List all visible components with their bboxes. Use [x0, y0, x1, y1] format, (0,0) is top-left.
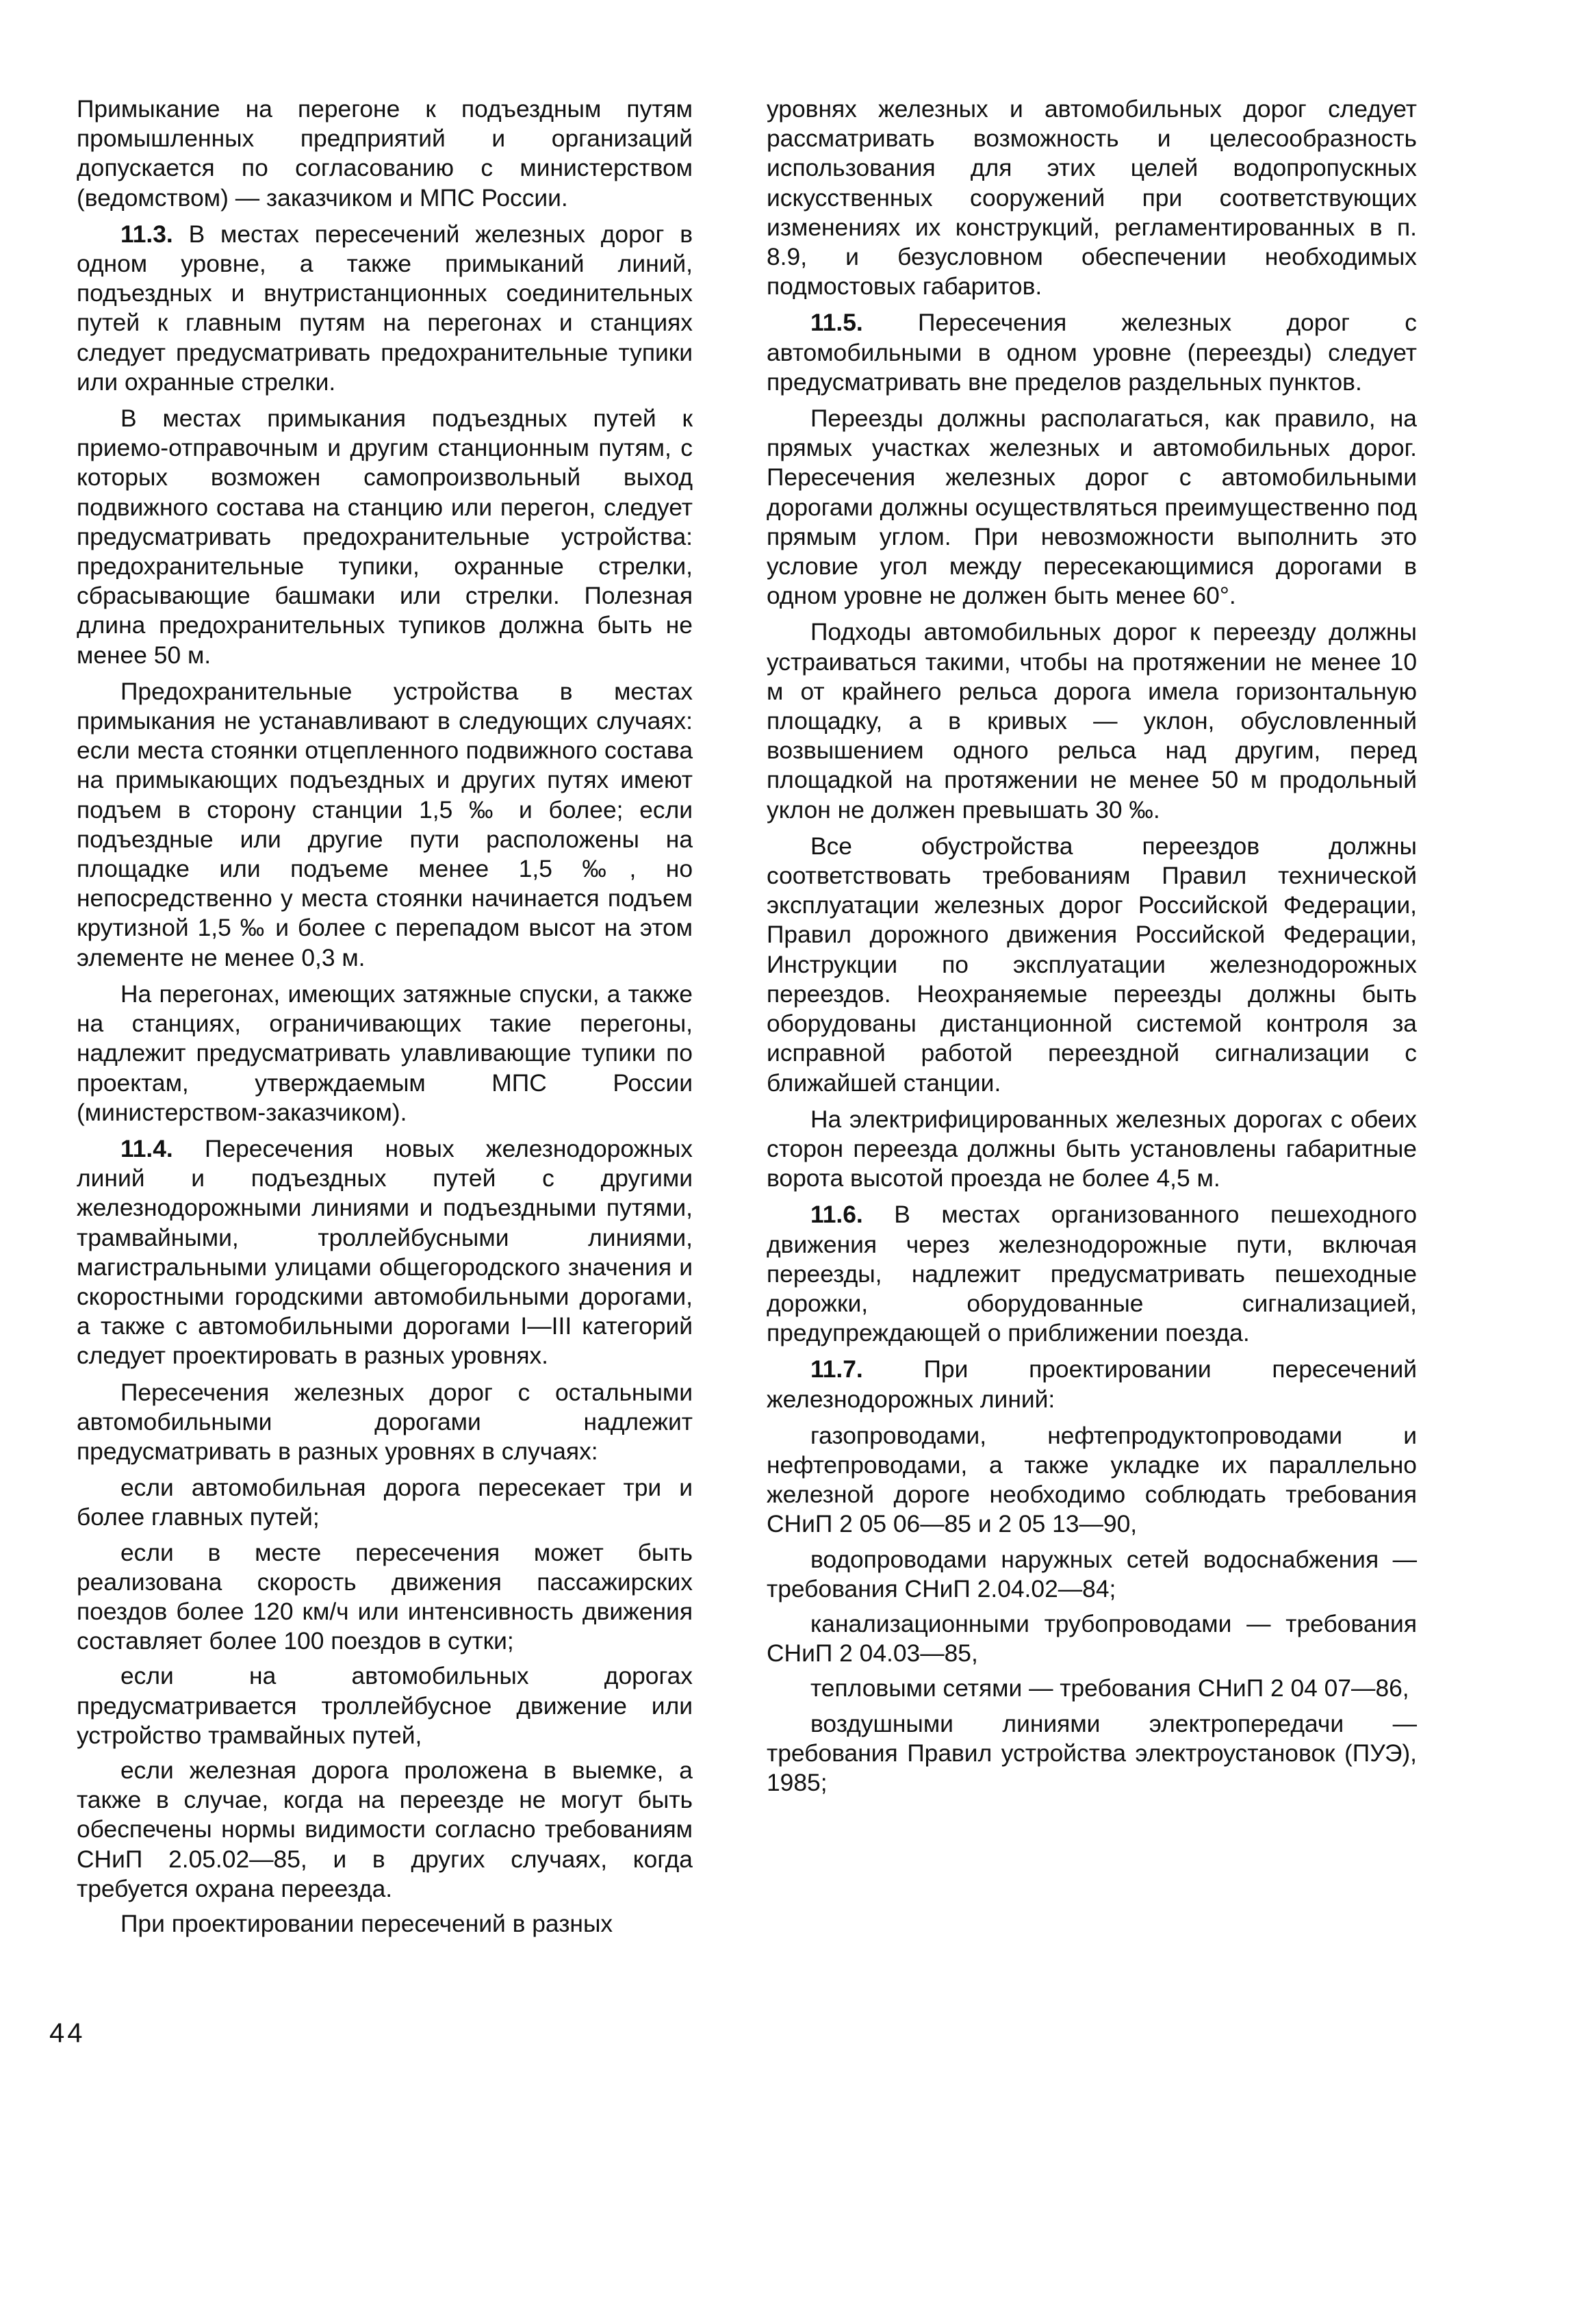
paragraph-text: В местах примыкания подъездных путей к приемо-отправочным и другим станционным путям, с которых возможен самопроизвольный выход подвижного состава на станцию или перегон, следует предусматривать предохранительные устройства: предохранительные тупики, охранные стрелки, сбрасывающие башмаки или стрелки. Полезная длина предохранительных тупиков должна быть не менее 50 м. [77, 405, 693, 669]
list-item [77, 1538, 693, 1657]
paragraph-text: Пересечения железных дорог с остальными автомобильными дорогами надлежит предусматривать в разных уровнях в случаях: [77, 1378, 693, 1465]
paragraph-text: В местах организованного пешеходного движения через железнодорожные пути, включая переезды, надлежит предусматривать пешеходные дорожки, оборудованные сигнализацией, предупреждающей о приближении поезда. [767, 1201, 1417, 1347]
list-item [767, 1421, 1417, 1540]
paragraph-text: Предохранительные устройства в местах примыкания не устанавливают в следующих случаях: если места стоянки отцепленного подвижного состава на примыкающих подъездных и других путях имеют подъем в сторону станции 1,5 ‰ и более; если подъездные или другие пути расположены на площадке или подъеме менее 1,5 ‰, но непосредственно у места стоянки начинается подъем крутизной 1,5 ‰ и более с перепадом высот на этом элементе не менее 0,3 м. [77, 677, 693, 971]
paragraph [767, 617, 1417, 824]
paragraph-text: Пересечения новых железнодорожных линий и подъездных путей с другими железнодорожными линиями и подъездными путями, трамвайными, троллейбусными линиями, магистральными улицами общегородского значения и скоростными городскими автомобильными дорогами, а также с автомобильными дорогами I—III категорий следует проектировать в разных уровнях. [77, 1134, 693, 1370]
paragraph-text: если на автомобильных дорогах предусматривается троллейбусное движение или устройство трамвайных путей, [77, 1662, 693, 1749]
paragraph-text: если автомобильная дорога пересекает три и более главных путей; [77, 1474, 693, 1531]
clause-number: 11.7. [810, 1355, 863, 1383]
paragraph-text: уровнях железных и автомобильных дорог следует рассматривать возможность и целесообразность использования для этих целей водопропускных искусственных сооружений при соответствующих изменениях их конструкций, регламентированных в п. 8.9, и безусловном обеспечении необходимых подмостовых габаритов. [767, 95, 1417, 301]
paragraph-text: В местах пересечений железных дорог в одном уровне, а также примыканий линий, подъездных и внутристанционных соединительных путей к главным путям на перегонах и станциях следует предусматривать предохранительные тупики или охранные стрелки. [77, 220, 693, 396]
paragraph-text: канализационными трубопроводами — требования СНиП 2 04.03—85, [767, 1609, 1417, 1668]
paragraph-text: Пересечения железных дорог с автомобильными в одном уровне (переезды) следует предусматривать вне пределов раздельных пунктов. [767, 309, 1417, 396]
paragraph-text: Все обустройства переездов должны соответствовать требованиям Правил технической эксплуатации железных дорог Российской Федерации, Правил дорожного движения Российской Федерации, Инструкции по эксплуатации железнодорожных переездов. Неохраняемые переезды должны быть оборудованы дистанционной системой контроля за исправной работой переездной сигнализации с ближайшей станции. [767, 832, 1417, 1097]
list-item [77, 1756, 693, 1904]
paragraph-text: газопроводами, нефтепродуктопроводами и нефтепроводами, а также укладке их параллельно железной дороге необходимо соблюдать требования СНиП 2 05 06—85 и 2 05 13—90, [767, 1421, 1417, 1538]
paragraph-text: Подходы автомобильных дорог к переезду должны устраиваться такими, чтобы на протяжении не менее 10 м от крайнего рельса дорога имела горизонтальную площадку, а в кривых — уклон, обусловленный возвышением одного рельса над другим, перед площадкой на протяжении не менее 50 м продольный уклон не должен превышать 30 ‰. [767, 618, 1417, 823]
paragraph-text: если в месте пересечения может быть реализована скорость движения пассажирских поездов более 120 км/ч или интенсивность движения составляет более 100 поездов в сутки; [77, 1538, 693, 1655]
paragraph [767, 1200, 1417, 1348]
paragraph-text: если железная дорога проложена в выемке, а также в случае, когда на переезде не могут быть обеспечены нормы видимости согласно требованиям СНиП 2.05.02—85, и в других случаях, когда требуется охрана переезда. [77, 1756, 693, 1902]
list-item [767, 1674, 1417, 1703]
paragraph-text: воздушными линиями электропередачи — требования Правил устройства электроустановок (ПУЭ), 1985; [767, 1709, 1417, 1796]
list-item [767, 1609, 1417, 1668]
paragraph-text: На перегонах, имеющих затяжные спуски, а также на станциях, ограничивающих такие перегоны, надлежит предусматривать улавливающие тупики по проектам, утверждаемым МПС России (министерством-заказчиком). [77, 980, 693, 1126]
paragraph [767, 832, 1417, 1098]
paragraph [767, 1355, 1417, 1414]
clause-number: 11.3. [120, 220, 173, 248]
paragraph [77, 94, 693, 213]
paragraph [77, 1134, 693, 1371]
paragraph [767, 404, 1417, 611]
page-number: 44 [49, 2018, 86, 2048]
paragraph-text: тепловыми сетями — требования СНиП 2 04 07—86, [810, 1674, 1409, 1702]
paragraph [77, 404, 693, 670]
list-item [77, 1473, 693, 1532]
clause-number: 11.6. [810, 1201, 863, 1229]
clause-number: 11.4. [120, 1134, 173, 1162]
clause-number: 11.5. [810, 309, 863, 337]
list-item [767, 1545, 1417, 1604]
paragraph [77, 677, 693, 973]
paragraph-text: Примыкание на перегоне к подъездным путям промышленных предприятий и организаций допускается по согласованию с министерством (ведомством) — заказчиком и МПС России. [77, 95, 693, 212]
paragraph [767, 1105, 1417, 1194]
paragraph [77, 1378, 693, 1467]
paragraph [767, 94, 1417, 301]
paragraph-text: Переезды должны располагаться, как правило, на прямых участках железных и автомобильных дорог. Пересечения железных дорог с автомобильными дорогами должны осуществляться преимущественно под прямым углом. При невозможности выполнить это условие угол между пересекающимися дорогами в одном уровне не должен быть менее 60°. [767, 405, 1417, 610]
right-column [767, 94, 1417, 1803]
paragraph [77, 980, 693, 1127]
paragraph-text: При проектировании пересечений железнодорожных линий: [767, 1355, 1417, 1413]
paragraph-text: На электрифицированных железных дорогах с обеих сторон переезда должны быть установлены габаритные ворота высотой проезда не более 4,5 м. [767, 1105, 1417, 1192]
paragraph [77, 1909, 693, 1939]
paragraph-text: водопроводами наружных сетей водоснабжения — требования СНиП 2.04.02—84; [767, 1545, 1417, 1602]
paragraph [77, 220, 693, 397]
list-item [77, 1661, 693, 1750]
paragraph-text: При проектировании пересечений в разных [120, 1909, 613, 1937]
paragraph [767, 308, 1417, 397]
left-column [77, 94, 693, 1945]
list-item [767, 1709, 1417, 1798]
